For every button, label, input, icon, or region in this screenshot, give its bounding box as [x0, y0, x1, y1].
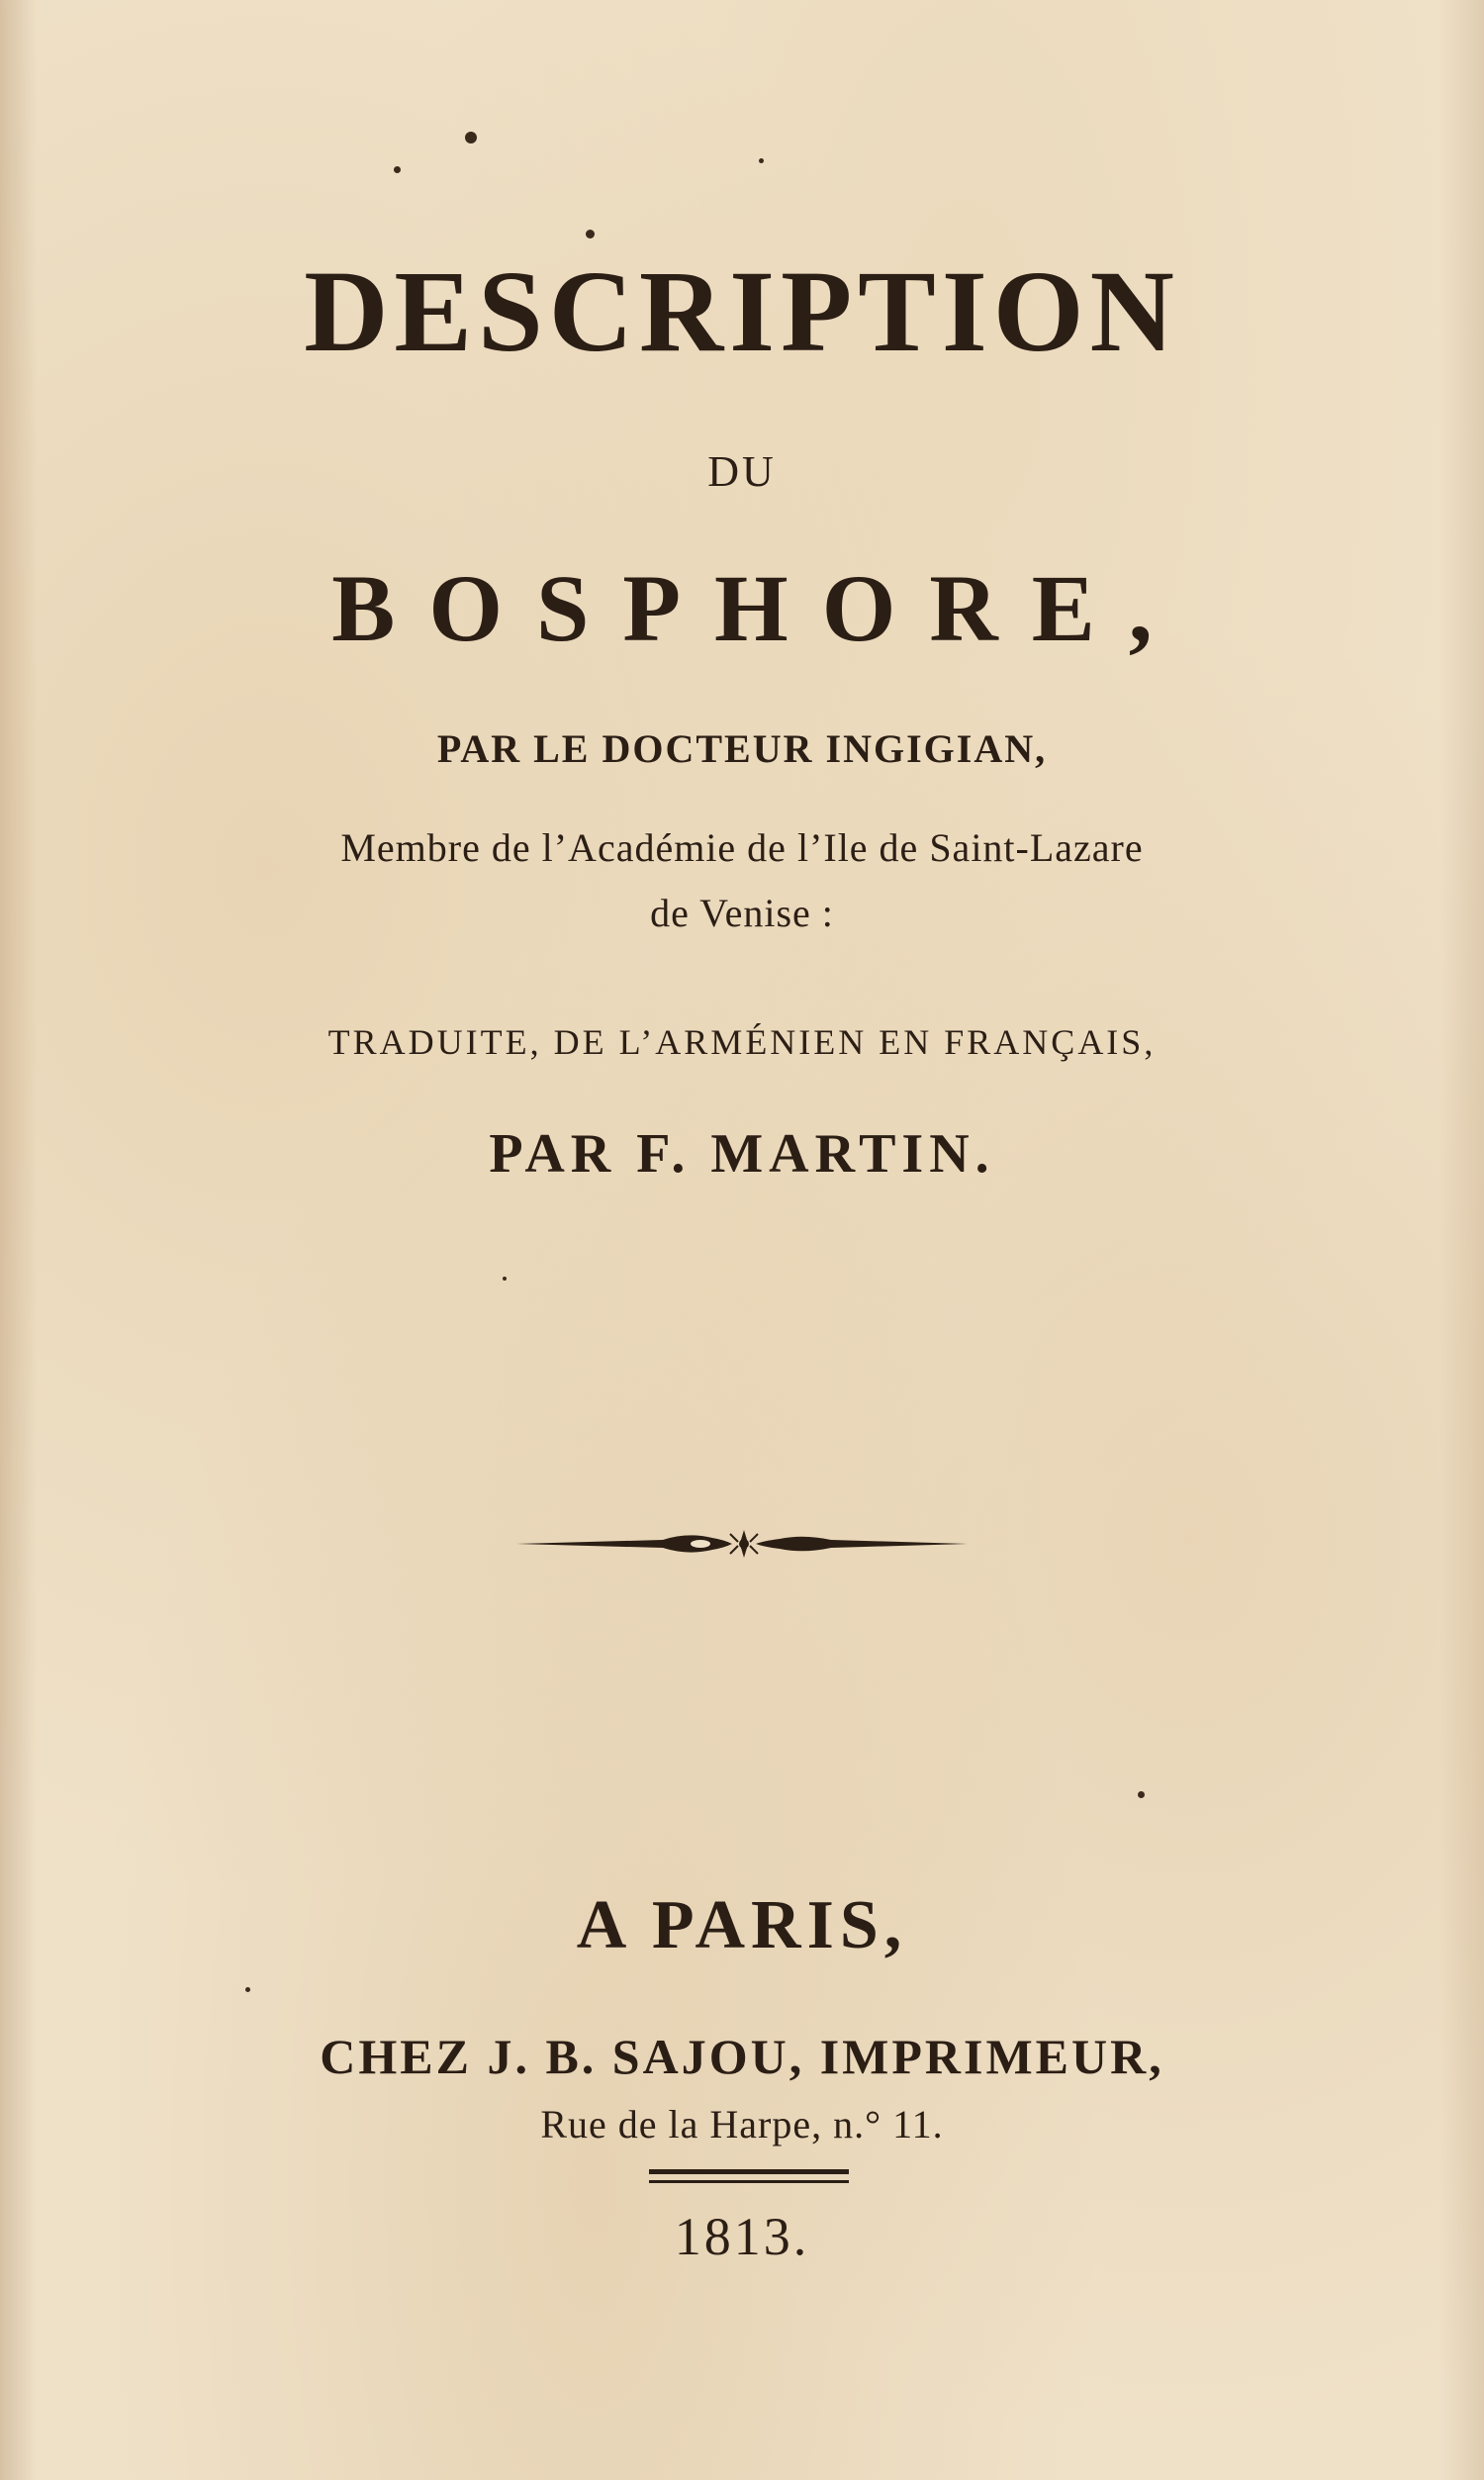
author-line: PAR LE DOCTEUR INGIGIAN,: [436, 726, 1048, 771]
fleuron-ornament: [514, 1522, 970, 1566]
ink-speck: [245, 1987, 250, 1992]
translator-line: PAR F. MARTIN.: [489, 1123, 995, 1185]
ink-speck: [586, 230, 595, 238]
translation-note: TRADUITE, DE L’ARMÉNIEN EN FRANÇAIS,: [327, 1022, 1157, 1062]
ink-speck: [759, 158, 764, 163]
book-subject: BOSPHORE,: [331, 555, 1186, 661]
imprint-city: A PARIS,: [576, 1887, 908, 1963]
imprint-year: 1813.: [674, 2207, 810, 2266]
book-title: DESCRIPTION: [304, 246, 1180, 376]
title-conjunction: DU: [707, 447, 777, 496]
affiliation-line-1: Membre de l’Académie de l’Ile de Saint-Lazare: [340, 825, 1144, 870]
ink-speck: [465, 132, 477, 143]
imprint-address: Rue de la Harpe, n.° 11.: [540, 2102, 944, 2146]
double-rule-top: [649, 2169, 849, 2174]
affiliation-line-2: de Venise :: [650, 891, 834, 935]
ink-speck: [394, 166, 401, 173]
ink-speck: [1138, 1791, 1145, 1798]
double-rule-bottom: [649, 2180, 849, 2183]
ink-speck: [503, 1277, 507, 1281]
imprint-printer: CHEZ J. B. SAJOU, IMPRIMEUR,: [320, 2029, 1164, 2084]
